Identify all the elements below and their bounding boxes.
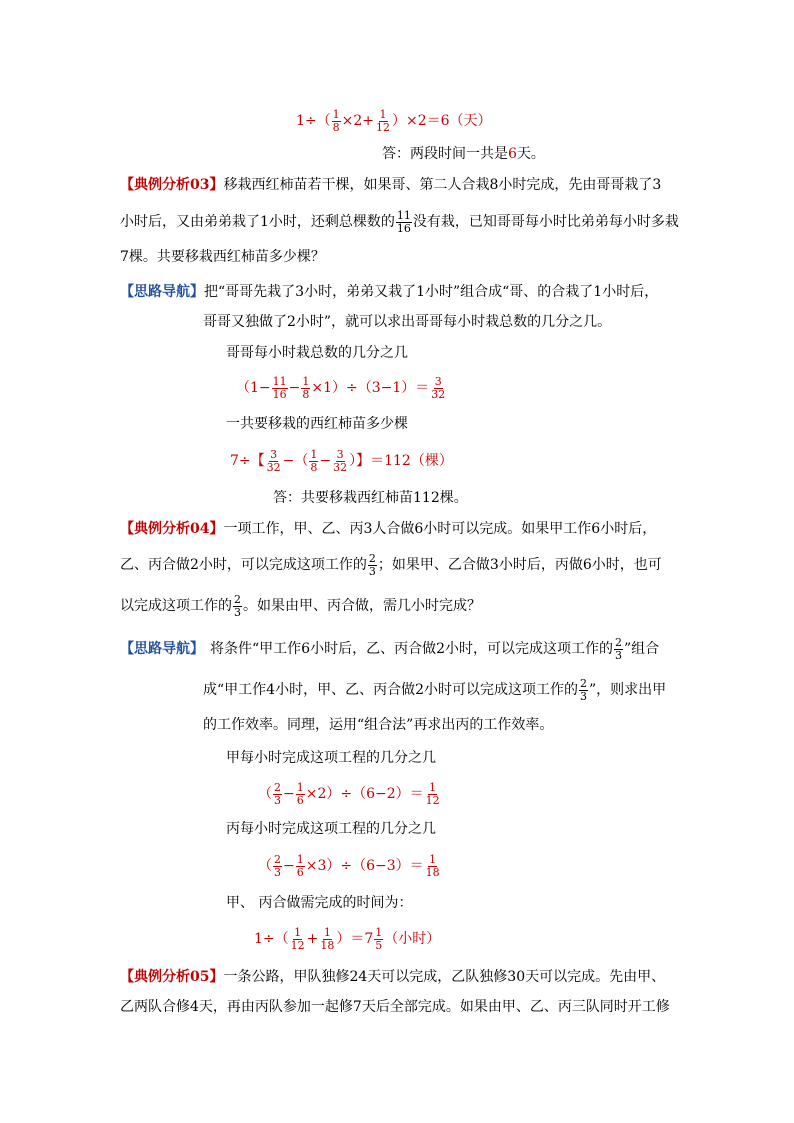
denominator: 3: [234, 605, 241, 619]
ex03-formula1: [236, 372, 447, 404]
numerator: 2: [274, 780, 281, 794]
fraction: [301, 376, 310, 401]
numerator: 1: [323, 925, 331, 939]
fraction: [272, 376, 288, 401]
numerator: 1: [294, 925, 302, 939]
fraction: [266, 449, 282, 474]
hint-text: 将条件“甲工作6小时后，乙、丙合做2小时，可以完成这项工作的: [210, 641, 613, 657]
numerator: 2: [274, 852, 281, 866]
fraction: [273, 782, 282, 807]
fraction: [425, 854, 441, 879]
step-label: 甲、 丙合做需完成的时间为：: [226, 895, 413, 911]
example-tag: 【典例分析03】: [120, 177, 224, 193]
denominator: 6: [296, 865, 304, 879]
denominator: 32: [431, 387, 446, 401]
numerator: 1: [296, 780, 304, 794]
answer-text: 答：共要移栽西红柿苗112棵。: [273, 490, 468, 506]
step-label: 甲每小时完成这项工程的几分之几: [226, 750, 436, 766]
formula-text: 1÷（: [296, 113, 331, 129]
formula-text: ×1）÷（3−1）＝: [311, 380, 430, 396]
ex04-line1: [120, 519, 656, 539]
fraction: [430, 376, 446, 401]
ex05-line1: [120, 967, 665, 987]
mixed-number: [364, 927, 384, 952]
fraction: [233, 594, 242, 619]
fraction: [368, 553, 377, 578]
ex04-formula3: [254, 923, 440, 955]
ex04-line3: [120, 590, 481, 622]
numerator: 2: [368, 551, 376, 565]
numerator: 3: [434, 374, 442, 388]
ex04-hint-line1: [120, 633, 659, 665]
denominator: 3: [274, 793, 281, 807]
ex04-line2: [120, 549, 662, 581]
denominator: 6: [296, 793, 304, 807]
fraction: [425, 782, 441, 807]
formula-text: （小时）: [384, 931, 441, 947]
ex04-formula1: [258, 778, 442, 810]
formula-text: ×2+: [341, 113, 375, 129]
numerator: 1: [332, 107, 340, 121]
ex02-formula: [296, 106, 492, 136]
denominator: 32: [333, 460, 348, 474]
hint-text: 哥哥又独做了2小时”，就可以求出哥哥每小时栽总数的几分之几。: [203, 314, 612, 330]
formula-text: 1÷（: [254, 931, 289, 947]
ex03-line3: [120, 247, 325, 267]
denominator: 18: [320, 938, 335, 952]
problem-text: 移栽西红柿苗若干棵，如果哥、第二人合栽8小时完成，先由哥哥栽了3: [223, 177, 662, 193]
problem-text: 以完成这项工作的: [120, 598, 232, 614]
problem-text: 7棵。共要移栽西红柿苗多少棵？: [120, 249, 325, 265]
denominator: 16: [272, 387, 287, 401]
formula-text: −: [283, 858, 295, 874]
numerator: 1: [302, 374, 310, 388]
hint-text: 把“哥哥先栽了3小时，弟弟又栽了1小时”组合成“哥、的合栽了1小时后，: [204, 284, 659, 300]
answer-unit: 天。: [516, 146, 545, 162]
formula-text: −: [288, 380, 301, 396]
numerator: 3: [336, 447, 344, 461]
example-tag: 【典例分析04】: [120, 521, 224, 537]
numerator: 1: [296, 852, 304, 866]
ex04-hint-line3: [203, 715, 553, 735]
ex03-step1-label: [226, 343, 408, 363]
fraction: [396, 210, 412, 235]
ex04-step3-label: [226, 893, 412, 913]
formula-text: （: [258, 858, 272, 874]
formula-text: ×3）÷（6−3）＝: [305, 858, 424, 874]
denominator: 5: [375, 938, 383, 952]
hint-text: 成“甲工作4小时，甲、乙、丙合做2小时可以完成这项工作的: [203, 682, 578, 698]
denominator: 8: [310, 460, 318, 474]
denominator: 3: [274, 865, 281, 879]
formula-text: −: [283, 786, 295, 802]
formula-text: ）】＝112（棵）: [349, 453, 453, 469]
numerator: 1: [429, 780, 437, 794]
denominator: 16: [396, 221, 411, 235]
fraction: [614, 637, 623, 662]
denominator: 18: [425, 865, 440, 879]
fraction: [296, 854, 305, 879]
step-label: 哥哥每小时栽总数的几分之几: [226, 345, 408, 361]
numerator: 2: [614, 635, 622, 649]
formula-text: +: [306, 931, 319, 947]
ex03-line2: [120, 206, 679, 238]
denominator: 8: [302, 387, 310, 401]
ex04-step2-label: [226, 819, 436, 839]
example-tag: 【典例分析05】: [120, 969, 224, 985]
whole-part: 7: [364, 931, 374, 947]
problem-text: 一项工作，甲、乙、丙3人合做6小时可以完成。如果甲工作6小时后，: [223, 521, 657, 537]
formula-text: （1−: [236, 380, 271, 396]
ex03-hint-line2: [203, 312, 611, 332]
formula-text: 7÷【: [230, 453, 265, 469]
denominator: 32: [266, 460, 281, 474]
step-label: 丙每小时完成这项工程的几分之几: [226, 821, 436, 837]
problem-text: 一条公路，甲队独修24天可以完成，乙队独修30天可以完成。先由甲、: [223, 969, 666, 985]
denominator: 12: [376, 120, 391, 134]
numerator: 11: [272, 374, 287, 388]
fraction: [332, 109, 341, 134]
hint-text: ”，则求出甲: [588, 682, 667, 698]
fraction: [374, 927, 383, 952]
numerator: 11: [396, 208, 411, 222]
formula-text: −（: [282, 453, 309, 469]
fraction: [290, 927, 306, 952]
fraction: [375, 109, 391, 134]
denominator: 3: [579, 689, 587, 703]
hint-text: ”组合: [623, 641, 660, 657]
fraction: [319, 927, 335, 952]
numerator: 1: [429, 852, 437, 866]
answer-number: 6: [508, 146, 517, 162]
answer-text: 答：两段时间一共是: [382, 146, 508, 162]
ex03-step2-label: [226, 414, 408, 434]
denominator: 3: [614, 648, 622, 662]
formula-text: ）×2＝6（天）: [392, 113, 492, 129]
ex04-hint-line2: [203, 674, 666, 706]
denominator: 8: [332, 120, 340, 134]
ex03-hint-line1: [120, 282, 658, 302]
ex05-line2: [120, 997, 670, 1017]
formula-text: ×2）÷（6−2）＝: [305, 786, 424, 802]
numerator: 1: [379, 107, 387, 121]
hint-tag: 【思路导航】: [120, 641, 204, 657]
ex03-answer: [273, 488, 468, 508]
ex02-answer: [382, 144, 545, 164]
denominator: 12: [290, 938, 305, 952]
problem-text: 。如果由甲、丙合做，需几小时完成？: [243, 598, 481, 614]
numerator: 1: [375, 925, 383, 939]
fraction: [273, 854, 282, 879]
denominator: 3: [368, 564, 376, 578]
problem-text: 小时后，又由弟弟栽了1小时，还剩总棵数的: [120, 214, 395, 230]
numerator: 2: [234, 592, 241, 606]
problem-text: 乙两队合修4天，再由丙队参加一起修7天后全部完成。如果由甲、乙、丙三队同时开工修: [120, 999, 670, 1015]
formula-text: （: [258, 786, 272, 802]
numerator: 3: [270, 447, 278, 461]
hint-text: 的工作效率。同理，运用“组合法”再求出丙的工作效率。: [203, 717, 554, 733]
ex03-line1: [120, 175, 661, 195]
numerator: 1: [310, 447, 318, 461]
fraction: [296, 782, 305, 807]
numerator: 2: [579, 676, 587, 690]
formula-text: −: [319, 453, 332, 469]
ex04-step1-label: [226, 748, 436, 768]
fraction: [579, 678, 588, 703]
denominator: 12: [425, 793, 440, 807]
fraction: [332, 449, 348, 474]
problem-text: 没有栽，已知哥哥每小时比弟弟每小时多栽: [412, 214, 679, 230]
step-label: 一共要移栽的西红柿苗多少棵: [226, 416, 408, 432]
problem-text: 乙、丙合做2小时，可以完成这项工作的: [120, 557, 367, 573]
ex03-formula2: [230, 445, 453, 477]
hint-tag: 【思路导航】: [120, 284, 204, 300]
problem-text: ；如果甲、乙合做3小时后，丙做6小时，也可: [377, 557, 662, 573]
ex04-formula2: [258, 850, 442, 882]
formula-text: ）＝: [336, 931, 365, 947]
fraction: [309, 449, 318, 474]
